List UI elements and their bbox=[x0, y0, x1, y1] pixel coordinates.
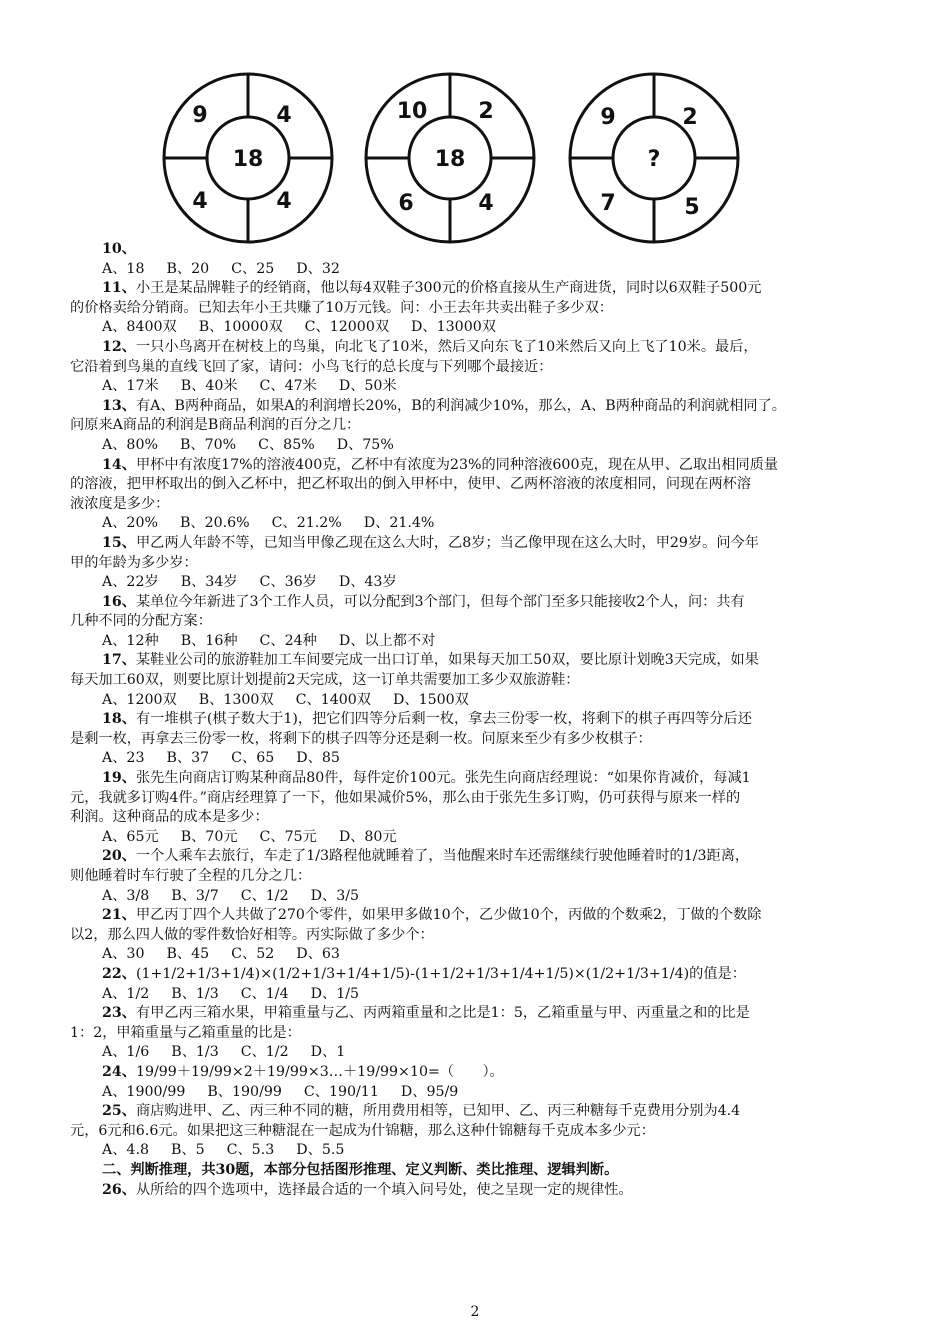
q11-stem-cont: 的价格卖给分销商。已知去年小王共赚了10万元钱。问：小王去年共卖出鞋子多少双： bbox=[70, 299, 613, 316]
question-number: 11、 bbox=[102, 280, 136, 297]
circle-1-center: 18 bbox=[232, 147, 264, 172]
q14-stem-cont2: 液浓度是多少： bbox=[70, 495, 170, 512]
question-text: 有一堆棋子(棋子数大于1)，把它们四等分后剩一枚，拿去三份零一枚，将剩下的棋子再四等分后还 bbox=[135, 711, 752, 728]
question-text: 某单位今年新进了3个工作人员，可以分配到3个部门，但每个部门至多只能接收2个人，问：共有 bbox=[135, 593, 745, 610]
circle-1-bottom-right: 4 bbox=[276, 189, 292, 214]
circle-2-center: 18 bbox=[434, 147, 466, 172]
option-d[interactable]: D、50米 bbox=[338, 378, 397, 395]
option-a[interactable]: A、8400双 bbox=[102, 319, 177, 336]
q17-stem bbox=[70, 651, 890, 671]
q14-options bbox=[70, 514, 890, 534]
question-text: 一个人乘车去旅行，车走了1/3路程他就睡着了，当他醒来时车还需继续行驶他睡着时的1/3距离， bbox=[135, 848, 750, 865]
question-number: 21、 bbox=[102, 907, 136, 924]
option-a[interactable]: A、23 bbox=[102, 750, 145, 767]
circle-1-bottom-left: 4 bbox=[192, 189, 208, 214]
q13-stem bbox=[70, 397, 890, 417]
option-a[interactable]: A、4.8 bbox=[102, 1142, 149, 1159]
q23-stem-cont: 1：2，甲箱重量与乙箱重量的比是： bbox=[70, 1024, 301, 1041]
option-c[interactable]: C、24种 bbox=[259, 632, 317, 649]
number-circle-1 bbox=[164, 74, 332, 242]
question-text: 张先生向商店订购某种商品80件，每件定价100元。张先生向商店经理说：“如果你肯减价，每减1 bbox=[135, 770, 751, 787]
q13-stem-cont: 问原来A商品的利润是B商品利润的百分之几： bbox=[70, 417, 361, 434]
option-b[interactable]: B、1/3 bbox=[171, 1044, 219, 1061]
question-text: 有甲乙丙三箱水果，甲箱重量与乙、丙两箱重量和之比是1：5，乙箱重量与甲、丙重量之和的比是 bbox=[135, 1005, 750, 1022]
option-c[interactable]: C、25 bbox=[231, 260, 275, 277]
q10-stem bbox=[70, 240, 890, 260]
q14-stem bbox=[70, 456, 890, 476]
option-d[interactable]: D、5.5 bbox=[296, 1142, 345, 1159]
q16-options bbox=[70, 632, 890, 652]
q18-stem bbox=[70, 710, 890, 730]
q11-stem bbox=[70, 279, 890, 299]
option-d[interactable]: D、1500双 bbox=[393, 691, 469, 708]
question-text: 从所给的四个选项中，选择最合适的一个填入问号处，使之呈现一定的规律性。 bbox=[135, 1181, 633, 1198]
q25-stem bbox=[70, 1102, 890, 1122]
q22-options bbox=[70, 985, 890, 1005]
q15-stem-cont: 甲的年龄为多少岁： bbox=[70, 554, 198, 571]
question-number: 12、 bbox=[102, 338, 136, 355]
option-c[interactable]: C、1/2 bbox=[240, 887, 289, 904]
option-d[interactable]: D、80元 bbox=[338, 828, 397, 845]
circle-2-bottom-left: 6 bbox=[398, 191, 414, 216]
question-text: 商店购进甲、乙、丙三种不同的糖，所用费用相等，已知甲、乙、丙三种糖每千克费用分别为4.4 bbox=[135, 1103, 741, 1120]
question-number: 18、 bbox=[102, 711, 136, 728]
question-text: 小王是某品牌鞋子的经销商，他以每4双鞋子300元的价格直接从生产商进货，同时以6双鞋子500元 bbox=[135, 280, 762, 297]
option-d[interactable]: D、32 bbox=[296, 260, 340, 277]
question-number: 25、 bbox=[102, 1103, 136, 1120]
circle-2-top-right: 2 bbox=[478, 99, 494, 124]
option-c[interactable]: C、85% bbox=[258, 436, 315, 453]
q18-stem-cont: 是剩一枚，再拿去三份零一枚，将剩下的棋子四等分还是剩一枚。问原来至少有多少枚棋子： bbox=[70, 730, 652, 747]
q26-stem bbox=[70, 1181, 890, 1201]
option-d[interactable]: D、3/5 bbox=[310, 887, 360, 904]
option-d[interactable]: D、1/5 bbox=[310, 985, 360, 1002]
option-d[interactable]: D、43岁 bbox=[338, 574, 397, 591]
circle-2-top-left: 10 bbox=[396, 99, 428, 124]
question-text: 19/99＋19/99×2＋19/99×3…＋19/99×10=（ ）。 bbox=[135, 1063, 504, 1080]
option-d[interactable]: D、85 bbox=[296, 750, 340, 767]
q25-stem-cont: 元，6元和6.6元。如果把这三种糖混在一起成为什锦糖，那么这种什锦糖每千克成本多少元： bbox=[70, 1122, 655, 1139]
question-text: 甲乙丙丁四个人共做了270个零件，如果甲多做10个，乙少做10个，丙做的个数乘2，丁做的个数除 bbox=[135, 907, 762, 924]
page-number: 2 bbox=[470, 1304, 480, 1320]
option-b[interactable]: B、34岁 bbox=[180, 574, 238, 591]
option-c[interactable]: C、36岁 bbox=[259, 574, 317, 591]
option-b[interactable]: B、1/3 bbox=[171, 985, 219, 1002]
number-circle-figure bbox=[150, 72, 790, 244]
question-number: 14、 bbox=[102, 456, 136, 473]
number-circle-2 bbox=[366, 74, 534, 242]
q20-stem bbox=[70, 847, 890, 867]
option-a[interactable]: A、1200双 bbox=[102, 691, 177, 708]
q15-options bbox=[70, 573, 890, 593]
circle-3-top-right: 2 bbox=[682, 105, 698, 130]
question-number: 13、 bbox=[102, 397, 136, 414]
option-a[interactable]: A、20% bbox=[102, 515, 158, 532]
q23-options bbox=[70, 1043, 890, 1063]
option-c[interactable]: C、1400双 bbox=[295, 691, 371, 708]
question-number: 16、 bbox=[102, 593, 136, 610]
circle-1-top-left: 9 bbox=[192, 103, 208, 128]
option-c[interactable]: C、5.3 bbox=[226, 1142, 275, 1159]
q19-options bbox=[70, 828, 890, 848]
option-a[interactable]: A、1900/99 bbox=[102, 1083, 186, 1100]
option-c[interactable]: C、12000双 bbox=[304, 319, 390, 336]
question-number: 10、 bbox=[102, 241, 136, 257]
number-circle-3 bbox=[570, 74, 738, 242]
q10-options bbox=[70, 260, 890, 280]
question-text: 甲杯中有浓度17%的溶液400克，乙杯中有浓度为23%的同种溶液600克，现在从甲、乙取出相同质量 bbox=[135, 456, 779, 473]
q24-stem bbox=[70, 1063, 890, 1083]
option-b[interactable]: B、70元 bbox=[180, 828, 238, 845]
q21-stem-cont: 以2，那么四人做的零件数恰好相等。丙实际做了多少个： bbox=[70, 926, 434, 943]
option-d[interactable]: D、95/9 bbox=[400, 1083, 459, 1100]
question-number: 22、 bbox=[102, 965, 136, 982]
option-b[interactable]: B、70% bbox=[179, 436, 237, 453]
option-c[interactable]: C、75元 bbox=[259, 828, 317, 845]
circle-1-top-right: 4 bbox=[276, 103, 292, 128]
option-a[interactable]: A、80% bbox=[102, 436, 158, 453]
question-number: 17、 bbox=[102, 652, 136, 669]
option-d[interactable]: D、1 bbox=[310, 1044, 346, 1061]
option-c[interactable]: C、1/2 bbox=[240, 1044, 289, 1061]
option-d[interactable]: D、63 bbox=[296, 946, 340, 963]
q12-stem-cont: 它沿着到鸟巢的直线飞回了家，请问：小鸟飞行的总长度与下列哪个最接近： bbox=[70, 358, 553, 375]
option-b[interactable]: B、40米 bbox=[180, 378, 238, 395]
q25-options bbox=[70, 1141, 890, 1161]
q11-options bbox=[70, 318, 890, 338]
option-b[interactable]: B、16种 bbox=[180, 632, 238, 649]
option-c[interactable]: C、190/11 bbox=[303, 1083, 379, 1100]
option-d[interactable]: D、13000双 bbox=[411, 319, 496, 336]
circle-3-bottom-left: 7 bbox=[600, 191, 616, 216]
circle-3-bottom-right: 5 bbox=[684, 195, 700, 220]
q12-options bbox=[70, 377, 890, 397]
question-text: 甲乙两人年龄不等，已知当甲像乙现在这么大时，乙8岁；当乙像甲现在这么大时，甲29岁。问今年 bbox=[135, 534, 759, 551]
option-d[interactable]: D、21.4% bbox=[363, 515, 435, 532]
section-heading: 二、判断推理，共30题，本部分包括图形推理、定义判断、类比推理、逻辑判断。 bbox=[102, 1161, 619, 1178]
option-b[interactable]: B、3/7 bbox=[171, 887, 219, 904]
q17-options bbox=[70, 691, 890, 711]
q24-options bbox=[70, 1083, 890, 1103]
option-a[interactable]: A、18 bbox=[102, 260, 145, 277]
option-b[interactable]: B、20.6% bbox=[179, 515, 250, 532]
question-text: (1+1/2+1/3+1/4)×(1/2+1/3+1/4+1/5)-(1+1/2+1/3+1/4+1/5)×(1/2+1/3+1/4)的值是： bbox=[135, 965, 746, 982]
option-b[interactable]: B、10000双 bbox=[198, 319, 283, 336]
q21-options bbox=[70, 945, 890, 965]
q12-stem bbox=[70, 338, 890, 358]
option-b[interactable]: B、20 bbox=[166, 260, 210, 277]
circle-2-bottom-right: 4 bbox=[478, 191, 494, 216]
question-number: 24、 bbox=[102, 1063, 136, 1080]
q15-stem bbox=[70, 534, 890, 554]
question-number: 23、 bbox=[102, 1005, 136, 1022]
option-b[interactable]: B、1300双 bbox=[198, 691, 274, 708]
q23-stem bbox=[70, 1004, 890, 1024]
q22-stem bbox=[70, 965, 890, 985]
q18-options bbox=[70, 749, 890, 769]
question-text: 有A、B两种商品，如果A的利润增长20%，B的利润减少10%，那么，A、B两种商品的利润就相同了。 bbox=[135, 397, 786, 414]
question-text: 一只小鸟离开在树枝上的鸟巢，向北飞了10米，然后又向东飞了10米然后又向上飞了10米。最后， bbox=[135, 338, 758, 355]
q19-stem bbox=[70, 769, 890, 789]
option-a[interactable]: A、30 bbox=[102, 946, 145, 963]
option-b[interactable]: B、5 bbox=[171, 1142, 205, 1159]
q16-stem bbox=[70, 593, 890, 613]
option-c[interactable]: C、21.2% bbox=[271, 515, 342, 532]
question-number: 19、 bbox=[102, 770, 136, 787]
option-b[interactable]: B、37 bbox=[166, 750, 210, 767]
question-list bbox=[70, 240, 890, 1200]
q16-stem-cont: 几种不同的分配方案： bbox=[70, 613, 212, 630]
question-text: 某鞋业公司的旅游鞋加工车间要完成一出口订单，如果每天加工50双，要比原计划晚3天完成，如果 bbox=[135, 652, 759, 669]
option-c[interactable]: C、52 bbox=[231, 946, 275, 963]
option-c[interactable]: C、65 bbox=[231, 750, 275, 767]
question-number: 15、 bbox=[102, 534, 136, 551]
option-a[interactable]: A、22岁 bbox=[102, 574, 159, 591]
option-a[interactable]: A、12种 bbox=[102, 632, 159, 649]
option-a[interactable]: A、17米 bbox=[102, 378, 159, 395]
q17-stem-cont: 每天加工60双，则要比原计划提前2天完成，这一订单共需要加工多少双旅游鞋： bbox=[70, 672, 580, 689]
q14-stem-cont: 的溶液，把甲杯取出的倒入乙杯中，把乙杯取出的倒入甲杯中，使甲、乙两杯溶液的浓度相同，问现在两杯溶 bbox=[70, 476, 752, 493]
option-c[interactable]: C、47米 bbox=[259, 378, 317, 395]
q19-stem-cont2: 利润。这种商品的成本是多少： bbox=[70, 809, 269, 826]
question-number: 20、 bbox=[102, 848, 136, 865]
option-d[interactable]: D、以上都不对 bbox=[338, 632, 436, 649]
option-a[interactable]: A、3/8 bbox=[102, 887, 150, 904]
q20-options bbox=[70, 887, 890, 907]
option-a[interactable]: A、65元 bbox=[102, 828, 159, 845]
option-a[interactable]: A、1/2 bbox=[102, 985, 150, 1002]
q21-stem bbox=[70, 906, 890, 926]
circle-3-top-left: 9 bbox=[600, 105, 616, 130]
option-a[interactable]: A、1/6 bbox=[102, 1044, 150, 1061]
option-b[interactable]: B、190/99 bbox=[207, 1083, 282, 1100]
circle-3-center: ? bbox=[647, 147, 661, 172]
option-d[interactable]: D、75% bbox=[336, 436, 394, 453]
option-b[interactable]: B、45 bbox=[166, 946, 210, 963]
option-c[interactable]: C、1/4 bbox=[240, 985, 289, 1002]
q13-options bbox=[70, 436, 890, 456]
q19-stem-cont: 元，我就多订购4件。”商店经理算了一下，他如果减价5%，那么由于张先生多订购，仍可获得与原来一样的 bbox=[70, 789, 741, 806]
question-number: 26、 bbox=[102, 1181, 136, 1198]
q20-stem-cont: 则他睡着时车行驶了全程的几分之几： bbox=[70, 868, 312, 884]
